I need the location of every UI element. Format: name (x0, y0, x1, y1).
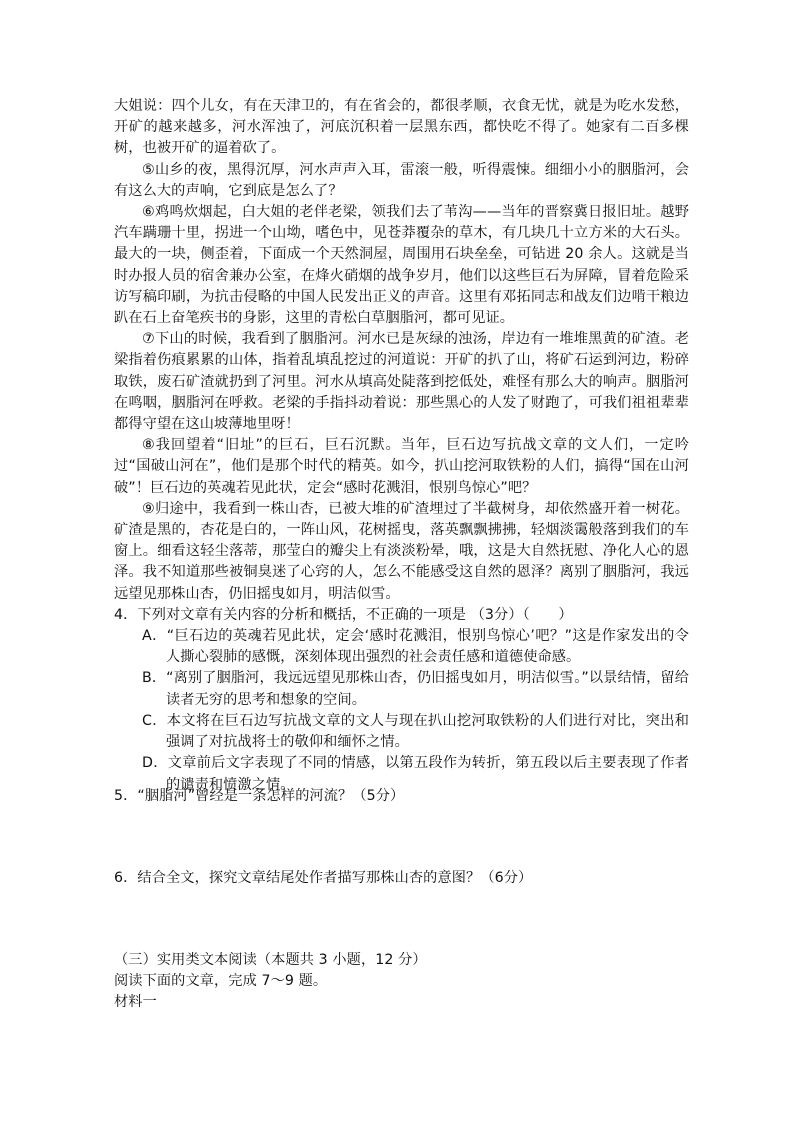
question-4 (114, 605, 689, 796)
section-3-material-label: 材料一 (114, 994, 157, 1011)
passage (114, 96, 689, 796)
section-3 (114, 950, 689, 1014)
passage-paragraph-9: ⑨归途中，我看到一株山杏，已被大堆的矿渣埋过了半截树身，却依然盛开着一树花。矿渣是黑的，杏花是白的，一阵山风，花树摇曳，落英飘飘拂拂，轻烟淡霭般落到我们的车窗上。细看这轻尘落蒂，那莹白的瓣尖上有淡淡粉晕，哦，这是大自然抚慰、净化人心的恩泽。我不知道那些被铜臭迷了心窍的人，怎么不能感受这自然的恩泽？离别了胭脂河，我远远望见那株山杏，仍旧摇曳如月，明洁似雪。 (114, 500, 689, 602)
passage-paragraph-7: ⑦下山的时候，我看到了胭脂河。河水已是灰绿的浊汤，岸边有一堆堆黑黄的矿渣。老梁指着伤痕累累的山体，指着乱填乱挖过的河道说：开矿的扒了山，将矿石运到河边，粉碎取铁，废石矿渣就扔到了河里。河水从填高处陡落到挖低处，难怪有那么大的响声。胭脂河在鸣咽，胭脂河在呼救。老梁的手指抖动着说：那些黑心的人发了财跑了，可我们祖祖辈辈都得守望在这山坡薄地里呀！ (114, 331, 689, 433)
passage-paragraph-6: ⑥鸡鸣炊烟起，白大姐的老伴老梁，领我们去了苇沟——当年的晋察冀日报旧址。越野汽车蹒珊十里，拐进一个山坳，嗜色中，见苍莽覆杂的草木，有几块几十立方米的大石头。最大的一块，侧歪着，下面成一个天然洞屋，周围用石块垒垒，可钻进 20 余人。这就是当时办报人员的宿舍兼办公室，在烽火硝烟的战争岁月，他们以这些巨石为屏障，冒着危险采访写稿印刷，为抗击侵略的中国人民发出正义的声音。这里有邓拓同志和战友们边啃干粮边趴在石上奋笔疾书的身影，这里的青松白草胭脂河，都可见证。 (114, 204, 689, 327)
question-6 (114, 868, 689, 889)
section-3-heading: （三）实用类文本阅读（本题共 3 小题，12 分） (114, 952, 427, 968)
question-6-stem: 6．结合全文，探究文章结尾处作者描写那株山杏的意图？（6分） (114, 870, 533, 886)
question-4-option-a: A．“巨石边的英魂若见此状，定会‘感时花溅泪，恨别鸟惊心’吧？”这是作家发出的令人撕心裂肺的感慨，深刻体现出强烈的社会责任感和道德使命感。 (142, 628, 689, 666)
passage-paragraph-5: ⑤山乡的夜，黑得沉厚，河水声声入耳，雷滚一般，听得震悚。细细小小的胭脂河，会有这么大的声响，它到底是怎么了？ (114, 161, 689, 199)
section-3-instruction: 阅读下面的文章，完成 7～9 题。 (114, 973, 328, 990)
question-4-option-c: C．本文将在巨石边写抗战文章的文人与现在扒山挖河取铁粉的人们进行对比，突出和强调了对抗战将士的敬仰和缅怀之情。 (142, 712, 689, 751)
question-4-stem: 4．下列对文章有关内容的分析和概括，不正确的一项是 （3分）（ ） (114, 606, 573, 623)
passage-paragraph-4: 大姐说：四个儿女，有在天津卫的，有在省会的，都很孝顺，衣食无忧，就是为吃水发愁，开矿的越来越多，河水浑浊了，河底沉积着一层黑东西，都快吃不得了。她家有二百多棵树，也被开矿的逼着砍了。 (114, 98, 689, 157)
question-5 (114, 786, 689, 807)
question-4-option-b: B．“离别了胭脂河，我远远望见那株山杏，仍旧摇曳如月，明洁似雪。”以景结情，留给读者无穷的思考和想象的空间。 (142, 670, 689, 708)
passage-paragraph-8: ⑧我回望着“旧址”的巨石，巨石沉默。当年，巨石边写抗战文章的文人们，一定吟过“国破山河在”，他们是那个时代的精英。如今，扒山挖河取铁粉的人们，搞得“国在山河破”！巨石边的英魂若见此状，定会“感时花溅泪，恨别鸟惊心”吧？ (114, 437, 689, 496)
question-4-option-d: D．文章前后文字表现了不同的情感，以第五段作为转折，第五段以后主要表现了作者的谴责和愤激之情。 (142, 755, 689, 793)
question-5-stem: 5．“胭脂河”曾经是一条怎样的河流？（5分） (114, 788, 405, 804)
